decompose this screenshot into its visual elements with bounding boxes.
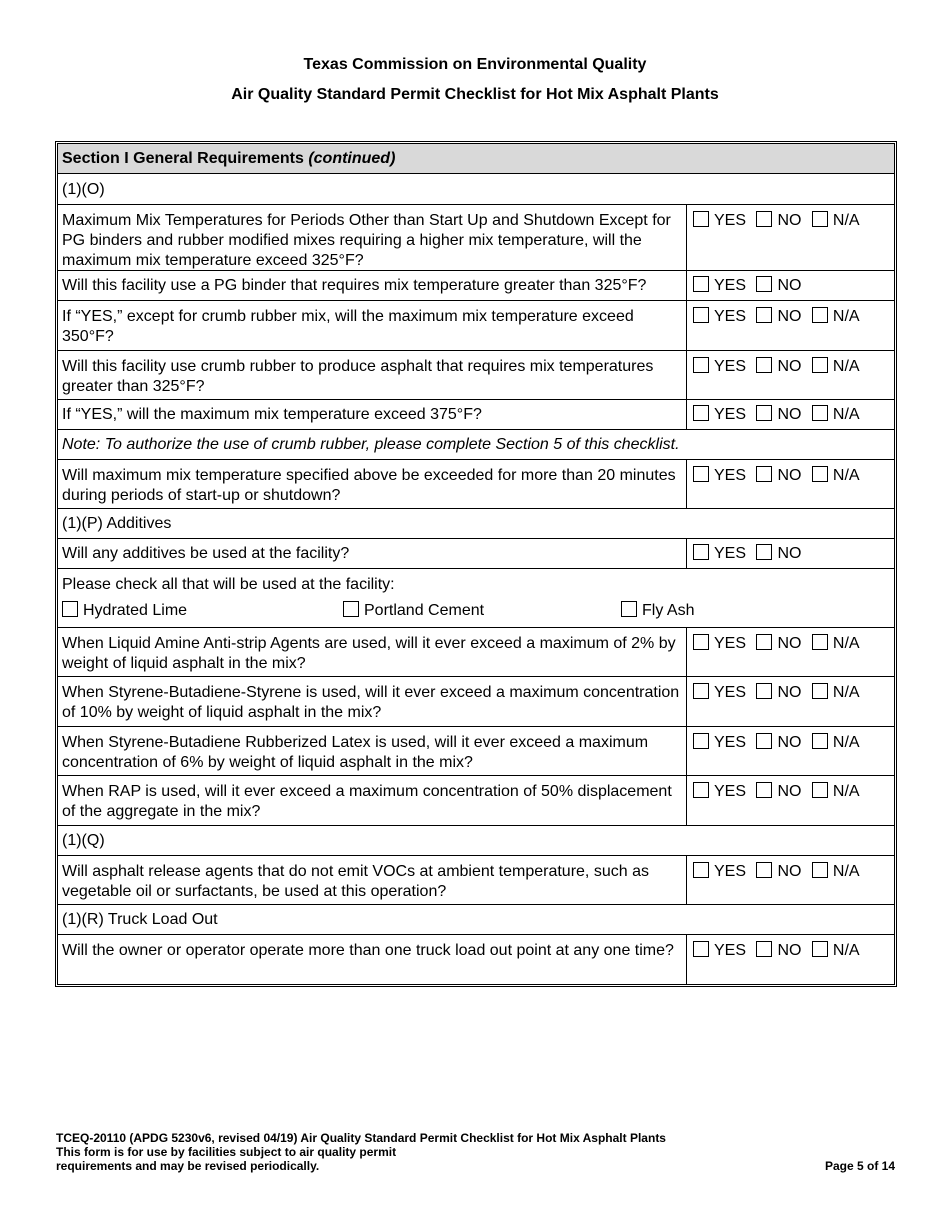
no-checkbox[interactable]: [756, 307, 772, 323]
footer-note-line-1: This form is for use by facilities subject to air quality permit: [56, 1145, 397, 1159]
yes-label: YES: [714, 863, 747, 880]
answer-options: [687, 351, 894, 399]
portland-cement-checkbox[interactable]: [343, 601, 359, 617]
answer-options: [687, 727, 894, 775]
yes-checkbox[interactable]: [693, 307, 709, 323]
na-label: N/A: [832, 734, 860, 751]
na-checkbox[interactable]: [812, 733, 828, 749]
answer-options: [687, 205, 894, 270]
na-checkbox[interactable]: [812, 941, 828, 957]
answer-options: [687, 856, 894, 904]
question-text: When Styrene-Butadiene-Styrene is used, will it ever exceed a maximum concentration of 10% by weight of liquid asphalt in the mix?: [58, 677, 687, 726]
yes-checkbox[interactable]: [693, 941, 709, 957]
no-checkbox[interactable]: [756, 276, 772, 292]
page-number: Page 5 of 14: [824, 1159, 895, 1173]
portland-cement-label: Portland Cement: [364, 602, 485, 619]
yes-checkbox[interactable]: [693, 357, 709, 373]
answer-options: [687, 400, 894, 429]
yes-label: YES: [714, 684, 747, 701]
hydrated-lime-checkbox[interactable]: [62, 601, 78, 617]
yes-label: YES: [714, 635, 747, 652]
row-heading: (1)(O): [62, 181, 105, 198]
na-label: N/A: [832, 635, 860, 652]
no-label: NO: [777, 684, 802, 701]
answer-options: [687, 301, 894, 350]
hydrated-lime-label: Hydrated Lime: [83, 602, 188, 619]
question-text: When RAP is used, will it ever exceed a maximum concentration of 50% displacement of the aggregate in the mix?: [58, 776, 687, 825]
question-row-rap: [58, 776, 894, 826]
answer-options: [687, 776, 894, 825]
na-checkbox[interactable]: [812, 307, 828, 323]
footer-form-id: TCEQ-20110 (APDG 5230v6, revised 04/19) Air Quality Standard Permit Checklist for Hot Mix Asphalt Plants: [56, 1131, 666, 1145]
na-label: N/A: [832, 942, 860, 959]
question-text: Will the owner or operator operate more than one truck load out point at any one time?: [58, 935, 687, 984]
na-label: N/A: [832, 863, 860, 880]
heading-row-1-q: [58, 826, 894, 856]
no-label: NO: [777, 734, 802, 751]
yes-label: YES: [714, 308, 747, 325]
no-checkbox[interactable]: [756, 405, 772, 421]
no-checkbox[interactable]: [756, 683, 772, 699]
fly-ash-label: Fly Ash: [642, 602, 695, 619]
na-label: N/A: [832, 467, 860, 484]
form-title: Air Quality Standard Permit Checklist for Hot Mix Asphalt Plants: [231, 86, 719, 103]
row-heading: (1)(P) Additives: [62, 515, 172, 532]
row-heading: (1)(Q): [62, 832, 105, 849]
yes-label: YES: [714, 467, 747, 484]
question-row-pg-binder: [58, 271, 894, 301]
section-header: [58, 144, 894, 174]
no-checkbox[interactable]: [756, 357, 772, 373]
yes-checkbox[interactable]: [693, 733, 709, 749]
na-checkbox[interactable]: [812, 211, 828, 227]
yes-label: YES: [714, 212, 747, 229]
yes-label: YES: [714, 277, 747, 294]
question-text: Will this facility use a PG binder that requires mix temperature greater than 325°F?: [58, 271, 687, 300]
yes-label: YES: [714, 783, 747, 800]
row-heading: (1)(R) Truck Load Out: [62, 911, 218, 928]
yes-checkbox[interactable]: [693, 544, 709, 560]
no-label: NO: [777, 358, 802, 375]
question-row-sbs: [58, 677, 894, 727]
question-row-liquid-amine: [58, 628, 894, 677]
agency-title: Texas Commission on Environmental Quality: [303, 56, 647, 73]
yes-checkbox[interactable]: [693, 782, 709, 798]
additives-options: [62, 601, 890, 621]
no-label: NO: [777, 545, 802, 562]
na-label: N/A: [832, 684, 860, 701]
no-checkbox[interactable]: [756, 733, 772, 749]
no-label: NO: [777, 467, 802, 484]
section-title-suffix: (continued): [308, 150, 396, 167]
no-label: NO: [777, 277, 802, 294]
no-label: NO: [777, 406, 802, 423]
footer-note-line-2: requirements and may be revised periodically.: [56, 1159, 320, 1173]
yes-checkbox[interactable]: [693, 466, 709, 482]
note-row: [58, 430, 894, 460]
na-checkbox[interactable]: [812, 782, 828, 798]
na-label: N/A: [832, 406, 860, 423]
no-label: NO: [777, 308, 802, 325]
na-checkbox[interactable]: [812, 862, 828, 878]
na-label: N/A: [832, 212, 860, 229]
checklist-table: [55, 141, 897, 987]
no-label: NO: [777, 783, 802, 800]
heading-row-1-o: [58, 174, 894, 205]
yes-checkbox[interactable]: [693, 683, 709, 699]
na-checkbox[interactable]: [812, 634, 828, 650]
no-checkbox[interactable]: [756, 211, 772, 227]
additives-check-row: [58, 569, 894, 628]
no-label: NO: [777, 635, 802, 652]
yes-label: YES: [714, 942, 747, 959]
question-row-sbr-latex: [58, 727, 894, 776]
question-row-crumb-rubber: [58, 351, 894, 400]
na-checkbox[interactable]: [812, 405, 828, 421]
question-text: If “YES,” except for crumb rubber mix, will the maximum mix temperature exceed 350°F?: [58, 301, 687, 350]
answer-options: [687, 539, 894, 568]
answer-options: [687, 935, 894, 984]
question-text: Maximum Mix Temperatures for Periods Other than Start Up and Shutdown Except for PG binders and rubber modified mixes requiring a higher mix temperature, will the maximum mix temperature exceed 325°F?: [58, 205, 687, 270]
question-text: Will maximum mix temperature specified above be exceeded for more than 20 minutes during periods of start-up or shutdown?: [58, 460, 687, 508]
na-label: N/A: [832, 358, 860, 375]
question-row-max-mix-temp: [58, 205, 894, 271]
question-text: When Liquid Amine Anti-strip Agents are used, will it ever exceed a maximum of 2% by weight of liquid asphalt in the mix?: [58, 628, 687, 676]
question-row-startup-shutdown: [58, 460, 894, 509]
question-text: Will any additives be used at the facility?: [58, 539, 687, 568]
question-row-release-agents: [58, 856, 894, 905]
yes-label: YES: [714, 358, 747, 375]
yes-label: YES: [714, 406, 747, 423]
yes-checkbox[interactable]: [693, 405, 709, 421]
answer-options: [687, 628, 894, 676]
no-checkbox[interactable]: [756, 941, 772, 957]
answer-options: [687, 460, 894, 508]
question-row-350f: [58, 301, 894, 351]
answer-options: [687, 677, 894, 726]
na-checkbox[interactable]: [812, 357, 828, 373]
additives-check-block: [58, 569, 894, 627]
question-row-375f: [58, 400, 894, 430]
question-row-truck-load-out: [58, 935, 894, 984]
na-label: N/A: [832, 308, 860, 325]
question-row-additives: [58, 539, 894, 569]
no-checkbox[interactable]: [756, 634, 772, 650]
no-label: NO: [777, 863, 802, 880]
yes-checkbox[interactable]: [693, 862, 709, 878]
yes-checkbox[interactable]: [693, 276, 709, 292]
na-checkbox[interactable]: [812, 683, 828, 699]
yes-label: YES: [714, 734, 747, 751]
yes-label: YES: [714, 545, 747, 562]
yes-checkbox[interactable]: [693, 211, 709, 227]
question-text: Will this facility use crumb rubber to produce asphalt that requires mix temperatures greater than 325°F?: [58, 351, 687, 399]
na-label: N/A: [832, 783, 860, 800]
answer-options: [687, 271, 894, 300]
question-text: If “YES,” will the maximum mix temperature exceed 375°F?: [58, 400, 687, 429]
heading-row-1-p-additives: [58, 509, 894, 539]
section-title: Section I General Requirements: [62, 150, 304, 167]
no-checkbox[interactable]: [756, 782, 772, 798]
no-checkbox[interactable]: [756, 544, 772, 560]
note-text: Note: To authorize the use of crumb rubber, please complete Section 5 of this checklist.: [62, 436, 680, 453]
no-label: NO: [777, 212, 802, 229]
no-checkbox[interactable]: [756, 466, 772, 482]
question-text: Will asphalt release agents that do not emit VOCs at ambient temperature, such as vegetable oil or surfactants, be used at this operation?: [58, 856, 687, 904]
fly-ash-checkbox[interactable]: [621, 601, 637, 617]
na-checkbox[interactable]: [812, 466, 828, 482]
yes-checkbox[interactable]: [693, 634, 709, 650]
heading-row-1-r-truck-load-out: [58, 905, 894, 935]
no-checkbox[interactable]: [756, 862, 772, 878]
no-label: NO: [777, 942, 802, 959]
additives-prompt: Please check all that will be used at the facility:: [62, 576, 395, 593]
question-text: When Styrene-Butadiene Rubberized Latex is used, will it ever exceed a maximum concentration of 6% by weight of liquid asphalt in the mix?: [58, 727, 687, 775]
